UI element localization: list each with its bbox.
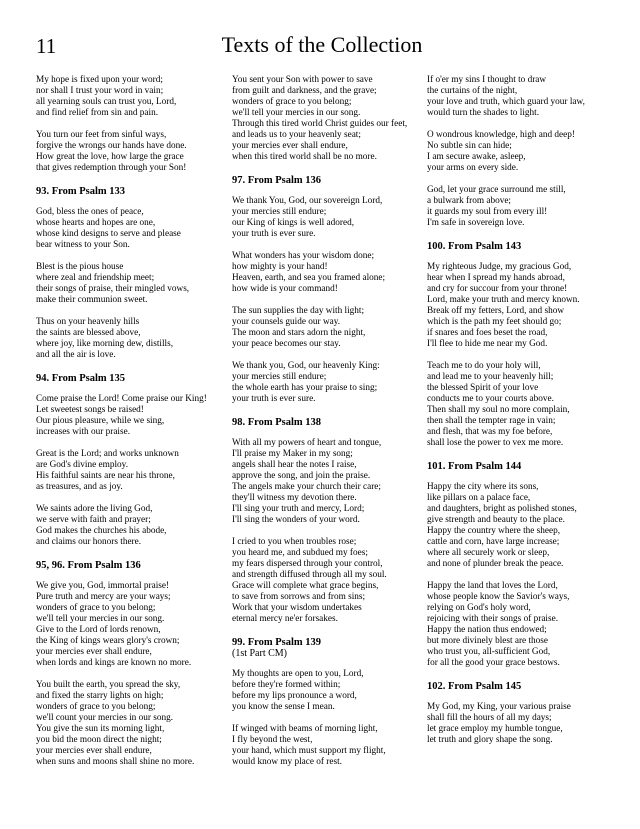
verse-line: your truth is ever sure. (232, 229, 316, 239)
verse-line: Great is the Lord; and works unknown (36, 449, 179, 459)
verse-line: God, bless the ones of peace, (36, 207, 144, 217)
verse-line: I am secure awake, asleep, (427, 152, 526, 162)
verse-line: increases with our praise. (36, 427, 131, 437)
verse-line: we'll count your mercies in our song. (36, 713, 174, 723)
verse-line: they'll witness my devotion there. (232, 493, 357, 503)
hymn-stanza (36, 680, 226, 768)
hymn-stanza (232, 306, 422, 350)
verse-line: O wondrous knowledge, high and deep! (427, 130, 575, 140)
verse-line: before they're formed within; (232, 680, 341, 690)
hymn-stanza (36, 75, 226, 119)
verse-line: and lead me to your heavenly hill; (427, 372, 554, 382)
verse-line: I'll praise my Maker in my song; (232, 449, 353, 459)
verse-line: cattle and corn, have large increase; (427, 537, 560, 547)
verse-line: The moon and stars adorn the night, (232, 328, 366, 338)
verse-line: hear when I spread my hands abroad, (427, 273, 565, 283)
verse-line: My God, my King, your various praise (427, 702, 571, 712)
verse-line: your mercies still endure; (232, 372, 327, 382)
verse-line: Come praise the Lord! Come praise our King! (36, 394, 207, 404)
verse-line: their songs of praise, their mingled vows, (36, 284, 190, 294)
verse-line: Happy the nation thus endowed; (427, 625, 547, 635)
hymn-stanza (427, 581, 617, 669)
hymn-stanza (427, 262, 617, 350)
verse-line: You sent your Son with power to save (232, 75, 373, 85)
psalm-subheading: (1st Part CM) (232, 648, 287, 659)
verse-line: whose hearts and hopes are one, (36, 218, 156, 228)
verse-line: Happy the country where the sheep, (427, 526, 561, 536)
psalm-heading: 94. From Psalm 135 (36, 373, 126, 384)
hymn-stanza (232, 537, 422, 625)
verse-line: the blessed Spirit of your love (427, 383, 539, 393)
verse-line: We thank you, God, our heavenly King: (232, 361, 380, 371)
verse-line: all yearning souls can trust you, Lord, (36, 97, 177, 107)
hymn-stanza (232, 438, 422, 526)
hymn-stanza (232, 724, 422, 768)
verse-line: give strength and beauty to the place. (427, 515, 565, 525)
verse-line: and cry for succour from your throne! (427, 284, 568, 294)
verse-line: like pillars on a palace face, (427, 493, 531, 503)
verse-line: how mighty is your hand! (232, 262, 328, 272)
verse-line: No subtle sin can hide; (427, 141, 512, 151)
verse-line: when this tired world shall be no more. (232, 152, 377, 162)
verse-line: approve the song, and join the praise. (232, 471, 371, 481)
verse-line: Happy the city where its sons, (427, 482, 539, 492)
verse-line: your love and truth, which guard your law, (427, 97, 585, 107)
page-title: Texts of the Collection (221, 32, 423, 57)
hymn-stanza (36, 317, 226, 361)
verse-line: your peace becomes our stay. (232, 339, 341, 349)
verse-line: angels shall hear the notes I raise, (232, 460, 357, 470)
verse-line: Blest is the pious house (36, 262, 124, 272)
psalm-heading: 93. From Psalm 133 (36, 186, 126, 197)
verse-line: and claims our honors there. (36, 537, 142, 547)
verse-line: I'll flee to hide me near my God. (427, 339, 548, 349)
verse-line: and none of plunder break the peace. (427, 559, 564, 569)
verse-line: Break off my fetters, Lord, and show (427, 306, 565, 316)
verse-line: are God's divine employ. (36, 460, 129, 470)
verse-line: My thoughts are open to you, Lord, (232, 669, 364, 679)
verse-line: Happy the land that loves the Lord, (427, 581, 558, 591)
psalm-heading: 95, 96. From Psalm 136 (36, 560, 141, 571)
verse-line: where all securely work or sleep, (427, 548, 550, 558)
verse-line: your arms on every side. (427, 163, 519, 173)
verse-line: Our pious pleasure, while we sing, (36, 416, 165, 426)
verse-line: eternal mercy ne'er forsakes. (232, 614, 338, 624)
page-number: 11 (36, 34, 57, 58)
verse-line: whose kind designs to serve and please (36, 229, 181, 239)
verse-line: how wide is your command! (232, 284, 338, 294)
verse-line: and find relief from sin and pain. (36, 108, 159, 118)
verse-line: Thus on your heavenly hills (36, 317, 140, 327)
verse-line: whose people know the Savior's ways, (427, 592, 570, 602)
hymn-stanza (36, 394, 226, 438)
verse-line: shall fill the hours of all my days; (427, 713, 552, 723)
psalm-heading: 101. From Psalm 144 (427, 461, 522, 472)
verse-line: We thank You, God, our sovereign Lord, (232, 196, 383, 206)
verse-line: You give the sun its morning light, (36, 724, 165, 734)
verse-line: let truth and glory shape the song. (427, 735, 553, 745)
hymn-stanza (36, 449, 226, 493)
verse-line: your mercies ever shall endure, (36, 746, 152, 756)
verse-line: With all my powers of heart and tongue, (232, 438, 382, 448)
hymn-stanza (36, 504, 226, 548)
verse-line: Pure truth and mercy are your ways; (36, 592, 171, 602)
verse-line: let grace employ my humble tongue, (427, 724, 563, 734)
verse-line: if snares and foes beset the road, (427, 328, 548, 338)
verse-line: Teach me to do your holy will, (427, 361, 541, 371)
verse-line: your hand, which must support my flight, (232, 746, 386, 756)
verse-line: where joy, like morning dew, distills, (36, 339, 174, 349)
verse-line: the King of kings wears glory's crown; (36, 636, 180, 646)
hymn-stanza (232, 75, 422, 163)
psalm-heading: 100. From Psalm 143 (427, 241, 522, 252)
psalm-heading: 102. From Psalm 145 (427, 681, 522, 692)
verse-line: His faithful saints are near his throne, (36, 471, 175, 481)
verse-line: and fixed the starry lights on high; (36, 691, 164, 701)
verse-line: My righteous Judge, my gracious God, (427, 262, 572, 272)
verse-line: and leads us to your heavenly seat; (232, 130, 361, 140)
verse-line: I'm safe in sovereign love. (427, 218, 525, 228)
verse-line: relying on God's holy word, (427, 603, 531, 613)
psalm-heading: 97. From Psalm 136 (232, 175, 322, 186)
verse-line: Give to the Lord of lords renown, (36, 625, 161, 635)
hymn-stanza (36, 262, 226, 306)
verse-line: your truth is ever sure. (232, 394, 316, 404)
verse-line: forgive the wrongs our hands have done. (36, 141, 187, 151)
verse-line: but more divinely blest are those (427, 636, 548, 646)
verse-line: God, let your grace surround me still, (427, 185, 566, 195)
verse-line: The sun supplies the day with light; (232, 306, 365, 316)
verse-line: My hope is fixed upon your word; (36, 75, 163, 85)
hymn-stanza (36, 581, 226, 669)
verse-line: that gives redemption through your Son! (36, 163, 187, 173)
verse-line: Work that your wisdom undertakes (232, 603, 362, 613)
verse-line: We saints adore the living God, (36, 504, 153, 514)
hymn-stanza (427, 482, 617, 570)
verse-line: to save from sorrows and from sins; (232, 592, 366, 602)
hymn-stanza (232, 196, 422, 240)
hymn-stanza (427, 361, 617, 449)
verse-line: when lords and kings are known no more. (36, 658, 192, 668)
verse-line: wonders of grace to you belong; (36, 702, 156, 712)
verse-line: If winged with beams of morning light, (232, 724, 378, 734)
verse-line: wonders of grace to you belong; (232, 97, 352, 107)
verse-line: you bid the moon direct the night; (36, 735, 162, 745)
verse-line: If o'er my sins I thought to draw (427, 75, 547, 85)
verse-line: I'll sing the wonders of your word. (232, 515, 360, 525)
verse-line: and flesh, that was my foe before, (427, 427, 553, 437)
verse-line: We give you, God, immortal praise! (36, 581, 170, 591)
verse-line: when suns and moons shall shine no more. (36, 757, 195, 767)
verse-line: who trust you, all-sufficient God, (427, 647, 551, 657)
hymn-stanza (427, 75, 617, 119)
verse-line: How great the love, how large the grace (36, 152, 184, 162)
verse-line: it guards my soul from every ill! (427, 207, 548, 217)
hymn-stanza (232, 361, 422, 405)
verse-line: Lord, make your truth and mercy known. (427, 295, 580, 305)
verse-line: your mercies ever shall endure, (36, 647, 152, 657)
verse-line: you know the sense I mean. (232, 702, 335, 712)
hymn-stanza (427, 185, 617, 229)
hymn-stanza (36, 207, 226, 251)
verse-line: Heaven, earth, and sea you framed alone; (232, 273, 386, 283)
hymn-stanza (232, 669, 422, 713)
verse-line: What wonders has your wisdom done; (232, 251, 375, 261)
psalm-heading: 98. From Psalm 138 (232, 417, 322, 428)
verse-line: Then shall my soul no more complain, (427, 405, 570, 415)
verse-line: would know my place of rest. (232, 757, 342, 767)
verse-line: rejoicing with their songs of praise. (427, 614, 559, 624)
verse-line: conducts me to your courts above. (427, 394, 554, 404)
verse-line: You turn our feet from sinful ways, (36, 130, 167, 140)
psalm-heading: 99. From Psalm 139 (232, 637, 322, 648)
verse-line: a bulwark from above; (427, 196, 511, 206)
verse-line: our King of kings is well adored, (232, 218, 355, 228)
verse-line: as treasures, and as joy. (36, 482, 123, 492)
verse-line: then shall the tempter rage in vain; (427, 416, 556, 426)
verse-line: the whole earth has your praise to sing; (232, 383, 378, 393)
verse-line: your mercies still endure; (232, 207, 327, 217)
verse-line: would turn the shades to light. (427, 108, 540, 118)
verse-line: Let sweetest songs be raised! (36, 405, 144, 415)
verse-line: I fly beyond the west, (232, 735, 313, 745)
verse-line: shall lose the power to vex me more. (427, 438, 564, 448)
hymn-stanza (427, 702, 617, 746)
hymn-stanza (427, 130, 617, 174)
verse-line: I cried to you when troubles rose; (232, 537, 357, 547)
text-column-1 (36, 75, 226, 779)
verse-line: for all the good your grace bestows. (427, 658, 560, 668)
verse-line: Grace will complete what grace begins, (232, 581, 379, 591)
verse-line: and all the air is love. (36, 350, 116, 360)
verse-line: your counsels guide our way. (232, 317, 341, 327)
verse-line: where zeal and friendship meet; (36, 273, 155, 283)
verse-line: and strength diffused through all my soul. (232, 570, 387, 580)
verse-line: the saints are blessed above, (36, 328, 141, 338)
verse-line: your mercies ever shall endure, (232, 141, 348, 151)
verse-line: from guilt and darkness, and the grave; (232, 86, 377, 96)
verse-line: bear witness to your Son. (36, 240, 130, 250)
page-header (36, 32, 608, 62)
verse-line: before my lips pronounce a word, (232, 691, 357, 701)
verse-line: The angels make your church their care; (232, 482, 381, 492)
verse-line: You built the earth, you spread the sky, (36, 680, 181, 690)
verse-line: my fears dispersed through your control, (232, 559, 383, 569)
verse-line: and daughters, bright as polished stones, (427, 504, 577, 514)
hymn-stanza (36, 130, 226, 174)
verse-line: we serve with faith and prayer; (36, 515, 151, 525)
verse-line: which is the path my feet should go; (427, 317, 562, 327)
verse-line: Through this tired world Christ guides our feet, (232, 119, 408, 129)
verse-line: I'll sing your truth and mercy, Lord; (232, 504, 365, 514)
text-column-2 (232, 75, 422, 779)
verse-line: the curtains of the night, (427, 86, 518, 96)
verse-line: you heard me, and subdued my foes; (232, 548, 368, 558)
text-column-3 (427, 75, 617, 757)
verse-line: we'll tell your mercies in our song. (36, 614, 165, 624)
verse-line: God makes the churches his abode, (36, 526, 167, 536)
verse-line: we'll tell your mercies in our song. (232, 108, 361, 118)
verse-line: nor shall I trust your word in vain; (36, 86, 164, 96)
verse-line: wonders of grace to you belong; (36, 603, 156, 613)
verse-line: make their communion sweet. (36, 295, 148, 305)
hymn-stanza (232, 251, 422, 295)
